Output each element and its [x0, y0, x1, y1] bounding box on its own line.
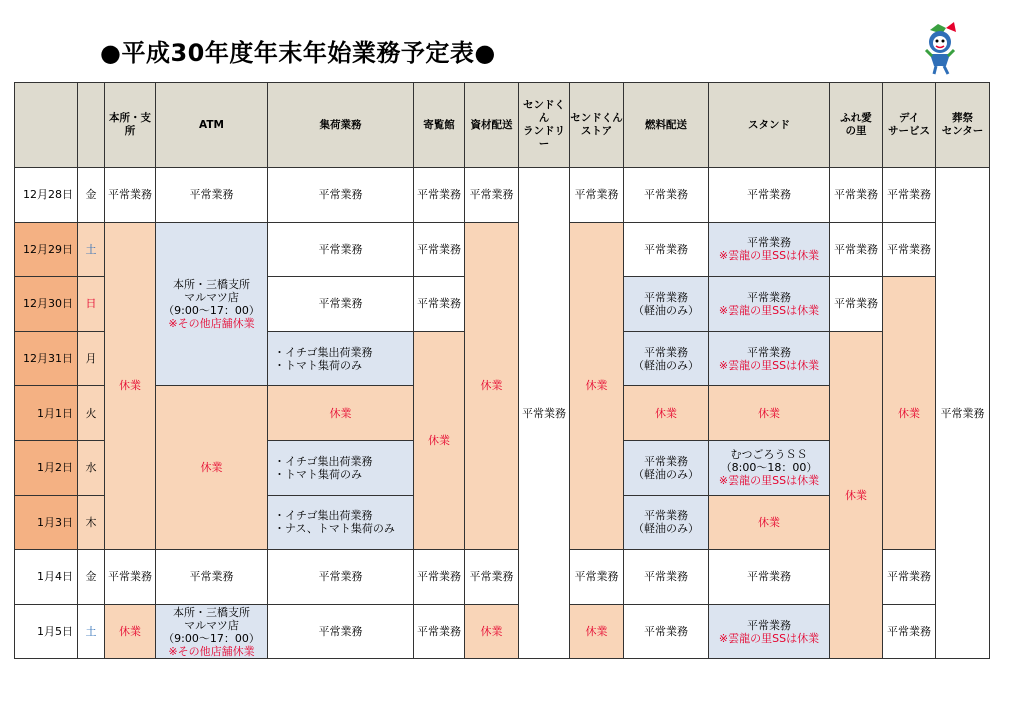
date-cell: 12月30日 — [15, 277, 78, 332]
header-day-service: デイ サービス — [883, 83, 936, 168]
day-service-cell: 休業 — [883, 277, 936, 550]
kiran-cell: 平常業務 — [414, 550, 465, 605]
atm-cell: 休業 — [156, 386, 268, 550]
collection-cell: 平常業務 — [268, 550, 414, 605]
store-cell: 平常業務 — [570, 550, 624, 605]
day-service-cell: 平常業務 — [883, 604, 936, 659]
collection-cell: 平常業務 — [268, 604, 414, 659]
store-cell: 休業 — [570, 222, 624, 550]
header-store: センドくん ストア — [570, 83, 624, 168]
kiran-cell: 平常業務 — [414, 277, 465, 332]
dow-cell: 金 — [78, 550, 105, 605]
date-cell: 1月5日 — [15, 604, 78, 659]
fuel-cell: 平常業務 （軽油のみ） — [624, 331, 709, 386]
material-cell: 平常業務 — [465, 550, 519, 605]
dow-cell: 木 — [78, 495, 105, 550]
header-material: 資材配送 — [465, 83, 519, 168]
fuel-cell: 平常業務 （軽油のみ） — [624, 277, 709, 332]
header-fuel: 燃料配送 — [624, 83, 709, 168]
funeral-cell: 平常業務 — [936, 168, 990, 659]
header-funeral: 葬祭 センター — [936, 83, 990, 168]
header-kiran: 寄覧館 — [414, 83, 465, 168]
stand-cell: 休業 — [709, 386, 830, 441]
day-service-cell: 平常業務 — [883, 550, 936, 605]
header-collection: 集荷業務 — [268, 83, 414, 168]
collection-cell: 休業 — [268, 386, 414, 441]
header-stand: スタンド — [709, 83, 830, 168]
dow-cell: 土 — [78, 222, 105, 277]
dow-cell: 日 — [78, 277, 105, 332]
header-fureai: ふれ愛 の里 — [830, 83, 883, 168]
kiran-cell: 平常業務 — [414, 222, 465, 277]
day-service-cell: 平常業務 — [883, 222, 936, 277]
header-atm: ATM — [156, 83, 268, 168]
store-cell: 平常業務 — [570, 168, 624, 223]
material-cell: 平常業務 — [465, 168, 519, 223]
branch-cell: 休業 — [105, 604, 156, 659]
dow-cell: 金 — [78, 168, 105, 223]
fureai-cell: 平常業務 — [830, 222, 883, 277]
header-dow — [78, 83, 105, 168]
stand-cell: 平常業務 ※雲龍の里SSは休業 — [709, 604, 830, 659]
date-cell: 1月1日 — [15, 386, 78, 441]
branch-cell: 休業 — [105, 222, 156, 550]
atm-cell: 本所・三橋支所 マルマツ店 （9:00～17：00） ※その他店舗休業 — [156, 222, 268, 386]
stand-cell: 休業 — [709, 495, 830, 550]
fuel-cell: 休業 — [624, 386, 709, 441]
collection-cell: 平常業務 — [268, 277, 414, 332]
collection-cell: ・イチゴ集出荷業務 ・トマト集荷のみ — [268, 331, 414, 386]
date-cell: 1月3日 — [15, 495, 78, 550]
stand-cell: むつごろうＳＳ （8:00～18：00） ※雲龍の里SSは休業 — [709, 440, 830, 495]
date-cell: 12月29日 — [15, 222, 78, 277]
dow-cell: 水 — [78, 440, 105, 495]
date-cell: 12月28日 — [15, 168, 78, 223]
dow-cell: 火 — [78, 386, 105, 441]
kiran-cell: 平常業務 — [414, 168, 465, 223]
fuel-cell: 平常業務 （軽油のみ） — [624, 495, 709, 550]
day-service-cell: 平常業務 — [883, 168, 936, 223]
store-cell: 休業 — [570, 604, 624, 659]
stand-cell: 平常業務 ※雲龍の里SSは休業 — [709, 277, 830, 332]
atm-cell: 平常業務 — [156, 168, 268, 223]
date-cell: 1月4日 — [15, 550, 78, 605]
laundry-cell: 平常業務 — [519, 168, 570, 659]
collection-cell: ・イチゴ集出荷業務 ・ナス、トマト集荷のみ — [268, 495, 414, 550]
header-row — [15, 83, 990, 168]
header-branch: 本所・支所 — [105, 83, 156, 168]
stand-cell: 平常業務 — [709, 550, 830, 605]
date-cell: 1月2日 — [15, 440, 78, 495]
collection-cell: 平常業務 — [268, 168, 414, 223]
header-laundry: センドくん ランドリー — [519, 83, 570, 168]
collection-cell: ・イチゴ集出荷業務 ・トマト集荷のみ — [268, 440, 414, 495]
mascot-logo-icon — [916, 20, 964, 76]
fureai-cell: 平常業務 — [830, 277, 883, 332]
schedule-table — [14, 82, 990, 659]
date-cell: 12月31日 — [15, 331, 78, 386]
atm-cell: 平常業務 — [156, 550, 268, 605]
stand-cell: 平常業務 — [709, 168, 830, 223]
fuel-cell: 平常業務 — [624, 604, 709, 659]
material-cell: 休業 — [465, 604, 519, 659]
fuel-cell: 平常業務 （軽油のみ） — [624, 440, 709, 495]
kiran-cell: 平常業務 — [414, 604, 465, 659]
branch-cell: 平常業務 — [105, 550, 156, 605]
stand-cell: 平常業務 ※雲龍の里SSは休業 — [709, 222, 830, 277]
dow-cell: 土 — [78, 604, 105, 659]
fureai-cell: 休業 — [830, 331, 883, 659]
fuel-cell: 平常業務 — [624, 222, 709, 277]
fuel-cell: 平常業務 — [624, 550, 709, 605]
atm-cell: 本所・三橋支所 マルマツ店 （9:00～17：00） ※その他店舗休業 — [156, 604, 268, 659]
page-title: ●平成30年度年末年始業務予定表● — [100, 39, 496, 67]
table-row — [15, 168, 990, 223]
dow-cell: 月 — [78, 331, 105, 386]
table-row — [15, 222, 990, 277]
branch-cell: 平常業務 — [105, 168, 156, 223]
stand-cell: 平常業務 ※雲龍の里SSは休業 — [709, 331, 830, 386]
fuel-cell: 平常業務 — [624, 168, 709, 223]
kiran-cell: 休業 — [414, 331, 465, 549]
header-date — [15, 83, 78, 168]
collection-cell: 平常業務 — [268, 222, 414, 277]
material-cell: 休業 — [465, 222, 519, 550]
fureai-cell: 平常業務 — [830, 168, 883, 223]
